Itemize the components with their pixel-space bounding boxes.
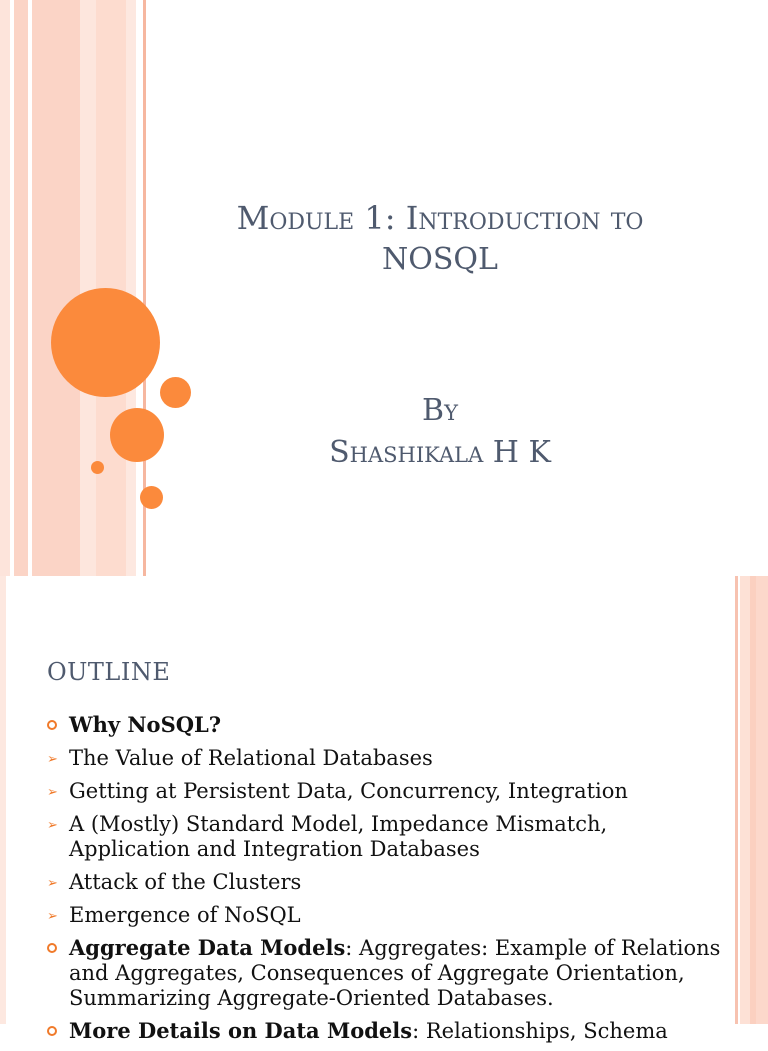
list-item: ➢ Getting at Persistent Data, Concurrency, Integration xyxy=(47,779,628,803)
decorative-circle xyxy=(140,486,163,509)
decorative-stripe xyxy=(740,576,750,1024)
list-item: ➢ The Value of Relational Databases xyxy=(47,746,433,770)
list-item: Why NoSQL? xyxy=(47,712,727,738)
title-line-2: NOSQL xyxy=(382,242,498,277)
arrow-bullet-icon: ➢ xyxy=(47,876,58,891)
ring-bullet-icon xyxy=(47,720,57,730)
decorative-stripe xyxy=(14,0,28,576)
title-line-1: Module 1: Introduction to xyxy=(236,199,644,237)
ring-bullet-icon xyxy=(47,943,57,953)
list-item: ➢ Attack of the Clusters xyxy=(47,870,302,894)
slide-title xyxy=(180,196,700,280)
decorative-stripe xyxy=(0,0,10,576)
decorative-stripe xyxy=(756,576,768,1024)
author-block xyxy=(180,390,700,474)
decorative-stripe xyxy=(126,0,136,576)
decorative-stripe xyxy=(80,0,96,576)
by-label: By xyxy=(422,393,458,428)
author-name: Shashikala H K xyxy=(329,435,551,470)
outline-slide xyxy=(0,576,768,1043)
arrow-bullet-icon: ➢ xyxy=(47,818,58,833)
decorative-circle xyxy=(91,461,104,474)
ring-bullet-icon xyxy=(47,1026,57,1036)
decorative-stripe xyxy=(32,0,80,576)
decorative-stripe xyxy=(0,576,6,1024)
arrow-bullet-icon: ➢ xyxy=(47,785,58,800)
list-item: ➢ Emergence of NoSQL xyxy=(47,903,301,927)
arrow-bullet-icon: ➢ xyxy=(47,752,58,767)
list-item: Aggregate Data Models: Aggregates: Example of Relations and Aggregates, Consequences of Aggregate Orientation, Summarizing Aggregate-Oriented Databases. xyxy=(47,935,727,1011)
list-item: More Details on Data Models: Relationships, Schema xyxy=(47,1018,727,1044)
list-item: ➢ A (Mostly) Standard Model, Impedance Mismatch, Application and Integration Databases xyxy=(47,812,608,861)
decorative-circle xyxy=(110,408,164,462)
decorative-stripe xyxy=(735,576,738,1024)
outline-heading: OUTLINE xyxy=(47,658,171,686)
decorative-circle xyxy=(51,288,160,397)
arrow-bullet-icon: ➢ xyxy=(47,909,58,924)
outline-list xyxy=(47,712,727,1051)
